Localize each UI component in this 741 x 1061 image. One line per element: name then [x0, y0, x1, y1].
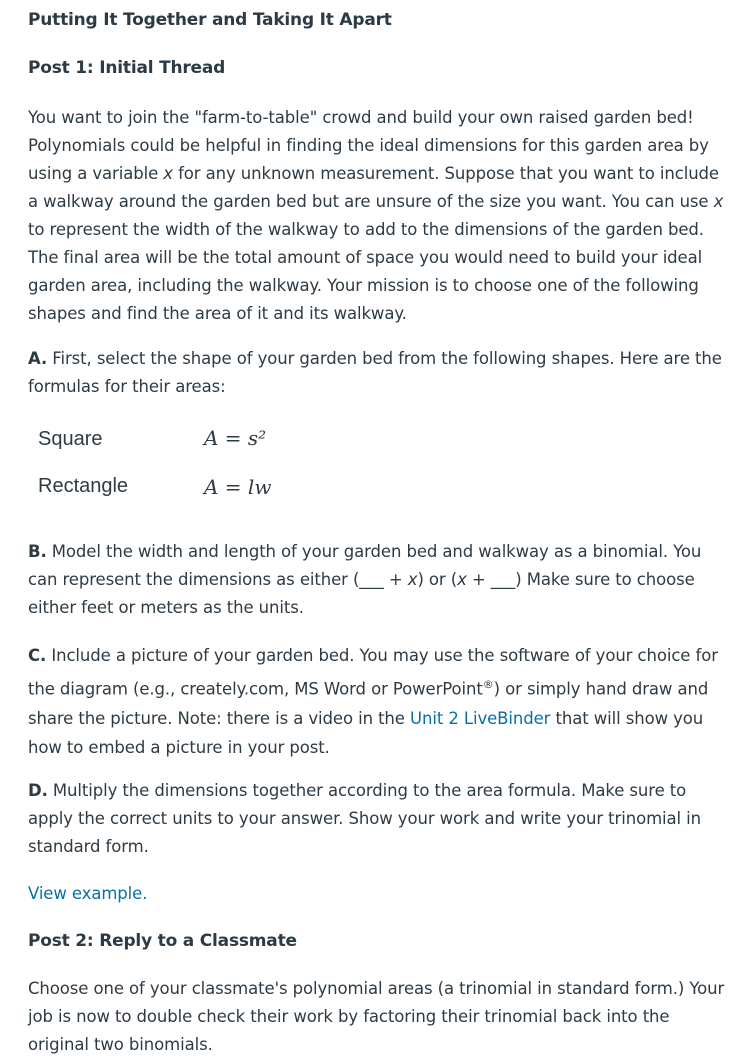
post2-text: Choose one of your classmate's polynomial areas (a trinomial in standard form.) Your job is now to double check their work by factoring their trinomial back into the original two binomials.	[28, 979, 725, 1054]
step-b	[28, 538, 728, 622]
formula-rectangle: A = lw	[204, 475, 272, 499]
post1-intro	[28, 104, 728, 328]
step-d	[28, 777, 728, 861]
step-c-text-b: ) or simply hand draw and share the picture. Note: there is a video in the	[28, 679, 709, 728]
shape-name-square: Square	[38, 428, 103, 450]
unit2-livebinder-link[interactable]: Unit 2 LiveBinder	[410, 708, 551, 728]
step-c-label: C.	[28, 646, 47, 665]
step-d-label: D.	[28, 781, 48, 800]
shape-name-rectangle: Rectangle	[38, 475, 129, 497]
post2-heading: Post 2: Reply to a Classmate	[28, 931, 297, 951]
step-b-text-a: Model the width and length of your garden bed and walkway as a binomial. You can represent the dimensions as either (___ +	[28, 542, 702, 589]
intro-text-b: for any unknown measurement. Suppose that you want to include a walkway around the garden bed but are unsure of the size you want. You can use	[28, 164, 719, 211]
step-b-label: B.	[28, 542, 47, 561]
registered-mark: ®	[482, 678, 494, 691]
step-c-text-c: that will show you how to embed a picture in your post.	[28, 708, 704, 757]
step-c	[28, 641, 728, 762]
step-b-variable-x-2: x	[457, 570, 467, 589]
step-b-variable-x: x	[407, 570, 418, 589]
view-example-link[interactable]: View example.	[28, 884, 148, 903]
intro-variable-x-2: x	[713, 192, 724, 211]
intro-text-c: to represent the width of the walkway to add to the dimensions of the garden bed. The final area will be the total amount of space you would need to build your ideal garden area, including the walkway. Your mission is to choose one of the following shapes and find the area of it and its walkway.	[28, 220, 704, 323]
step-d-text: Multiply the dimensions together according to the area formula. Make sure to apply the correct units to your answer. Show your work and write your trinomial in standard form.	[28, 781, 702, 856]
step-c-text-a: Include a picture of your garden bed. You may use the software of your choice for the diagram (e.g., creately.com, MS Word or PowerPoint	[28, 646, 718, 699]
step-b-text-b: ) or (	[417, 570, 458, 589]
post1-heading: Post 1: Initial Thread	[28, 58, 226, 78]
view-example-row	[28, 880, 728, 908]
intro-text-a: You want to join the "farm-to-table" crowd and build your own raised garden bed! Polynomials could be helpful in finding the ideal dimensions for this garden area by using a variable	[28, 108, 709, 183]
step-b-text-c: + ___) Make sure to choose either feet or meters as the units.	[28, 570, 695, 617]
formula-square: A = s²	[204, 426, 267, 450]
intro-variable-x: x	[163, 164, 173, 183]
step-a-text: First, select the shape of your garden bed from the following shapes. Here are the formulas for their areas:	[28, 349, 722, 396]
step-a-label: A.	[28, 349, 48, 368]
step-a	[28, 345, 728, 401]
page-title: Putting It Together and Taking It Apart	[28, 10, 392, 30]
